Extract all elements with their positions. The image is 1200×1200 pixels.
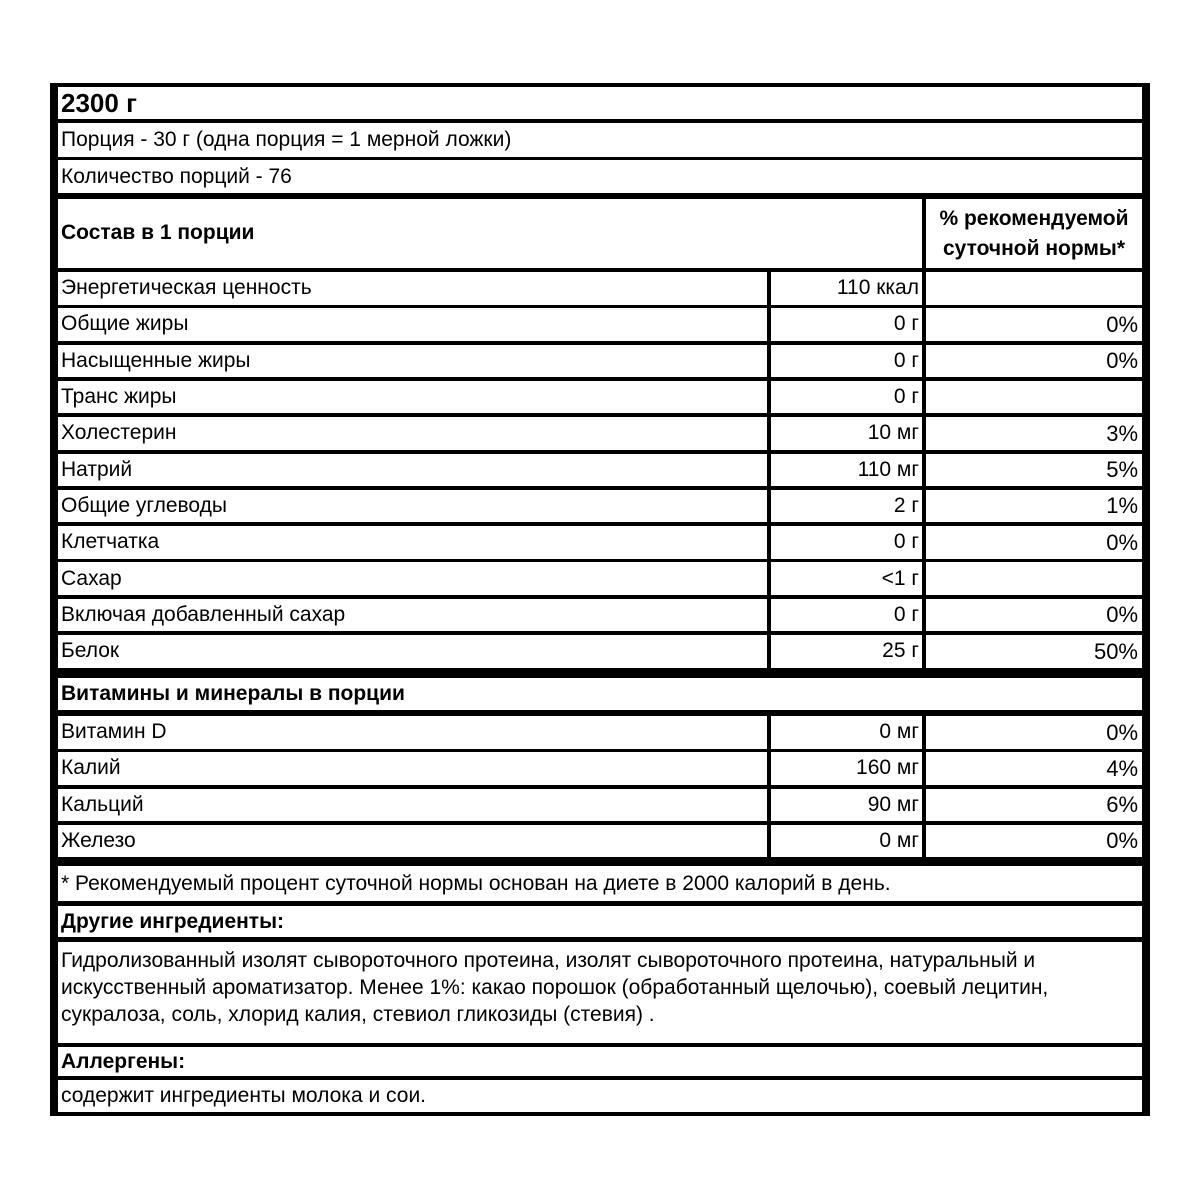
nutrient-name: Холестерин — [58, 417, 767, 450]
ingredients-text: Гидролизованный изолят сывороточного протеина, изолят сывороточного протеина, натуральный и искусственный ароматизатор. Менее 1%: какао порошок (обработанный щелочью), соевый лецитин, сукралоза, соль, хлорид калия, стевиол гликозиды (стевия) . — [61, 949, 1049, 1026]
nutrient-daily-value — [926, 562, 1142, 595]
nutrient-daily-value: 3% — [926, 417, 1142, 450]
nutrient-daily-value: 1% — [926, 490, 1142, 523]
daily-value-header-line2: суточной нормы* — [942, 236, 1126, 260]
nutrient-name: Клетчатка — [58, 526, 767, 559]
nutrient-amount: 0 г — [771, 308, 922, 341]
allergens-title: Аллергены: — [61, 1049, 186, 1073]
nutrient-row — [58, 490, 1142, 523]
ingredients-header-row — [58, 906, 1142, 937]
allergens-text: содержит ингредиенты молока и сои. — [61, 1083, 427, 1107]
ingredients-text-row — [58, 942, 1142, 1043]
footnote-row — [58, 866, 1142, 901]
nutrient-row — [58, 381, 1142, 414]
nutrient-name: Общие углеводы — [58, 490, 767, 523]
vitamin-name: Кальций — [58, 789, 767, 822]
nutrient-name: Белок — [58, 635, 767, 668]
nutrient-amount: 0 г — [771, 526, 922, 559]
vitamin-daily-value: 4% — [926, 752, 1142, 785]
nutrient-row — [58, 454, 1142, 487]
daily-value-header-line1: % рекомендуемой — [939, 207, 1129, 231]
nutrient-daily-value: 0% — [926, 599, 1142, 632]
vitamin-row — [58, 789, 1142, 822]
vitamin-amount: 90 мг — [771, 789, 922, 822]
nutrition-facts-table — [50, 83, 1150, 1116]
vitamin-amount: 0 мг — [771, 716, 922, 749]
composition-header-row — [58, 199, 1142, 268]
nutrient-row — [58, 345, 1142, 378]
nutrient-name: Сахар — [58, 562, 767, 595]
nutrient-amount: 0 г — [771, 599, 922, 632]
serving-size: Порция - 30 г (одна порция = 1 мерной ложки) — [61, 127, 512, 151]
footnote: * Рекомендуемый процент суточной нормы основан на диете в 2000 калорий в день. — [61, 871, 891, 895]
nutrient-daily-value: 5% — [926, 454, 1142, 487]
nutrient-daily-value: 0% — [926, 308, 1142, 341]
vitamin-amount: 0 мг — [771, 825, 922, 858]
allergens-text-row — [58, 1080, 1142, 1112]
vitamin-name: Калий — [58, 752, 767, 785]
nutrient-row — [58, 599, 1142, 632]
nutrient-row — [58, 562, 1142, 595]
nutrient-name: Транс жиры — [58, 381, 767, 414]
daily-value-header — [926, 199, 1142, 268]
nutrient-name: Энергетическая ценность — [58, 272, 767, 305]
net-weight-row — [58, 87, 1142, 119]
nutrient-row — [58, 635, 1142, 668]
nutrient-daily-value — [926, 381, 1142, 414]
ingredients-title: Другие ингредиенты: — [61, 909, 285, 933]
vitamins-header-row — [58, 678, 1142, 710]
vitamin-amount: 160 мг — [771, 752, 922, 785]
nutrient-daily-value: 0% — [926, 526, 1142, 559]
servings-count-row — [58, 160, 1142, 193]
net-weight: 2300 г — [61, 87, 137, 118]
nutrient-name: Общие жиры — [58, 308, 767, 341]
nutrient-name: Насыщенные жиры — [58, 345, 767, 378]
nutrient-amount: <1 г — [771, 562, 922, 595]
nutrient-amount: 110 мг — [771, 454, 922, 487]
nutrient-daily-value: 50% — [926, 635, 1142, 668]
nutrient-name: Натрий — [58, 454, 767, 487]
nutrient-amount: 0 г — [771, 381, 922, 414]
nutrient-row — [58, 272, 1142, 305]
nutrient-row — [58, 308, 1142, 341]
nutrient-daily-value: 0% — [926, 345, 1142, 378]
serving-size-row — [58, 123, 1142, 157]
vitamin-row — [58, 752, 1142, 785]
vitamin-row — [58, 825, 1142, 858]
nutrient-amount: 110 ккал — [771, 272, 922, 305]
vitamin-row — [58, 716, 1142, 749]
nutrient-amount: 0 г — [771, 345, 922, 378]
vitamin-name: Витамин D — [58, 716, 767, 749]
nutrient-daily-value — [926, 272, 1142, 305]
nutrient-row — [58, 526, 1142, 559]
vitamins-title: Витамины и минералы в порции — [61, 681, 405, 705]
nutrient-name: Включая добавленный сахар — [58, 599, 767, 632]
composition-title: Состав в 1 порции — [58, 199, 922, 268]
vitamin-daily-value: 6% — [926, 789, 1142, 822]
nutrient-amount: 25 г — [771, 635, 922, 668]
vitamin-daily-value: 0% — [926, 825, 1142, 858]
vitamin-daily-value: 0% — [926, 716, 1142, 749]
nutrient-amount: 2 г — [771, 490, 922, 523]
allergens-header-row — [58, 1047, 1142, 1076]
nutrient-amount: 10 мг — [771, 417, 922, 450]
servings-count: Количество порций - 76 — [61, 164, 292, 188]
vitamin-name: Железо — [58, 825, 767, 858]
nutrient-row — [58, 417, 1142, 450]
